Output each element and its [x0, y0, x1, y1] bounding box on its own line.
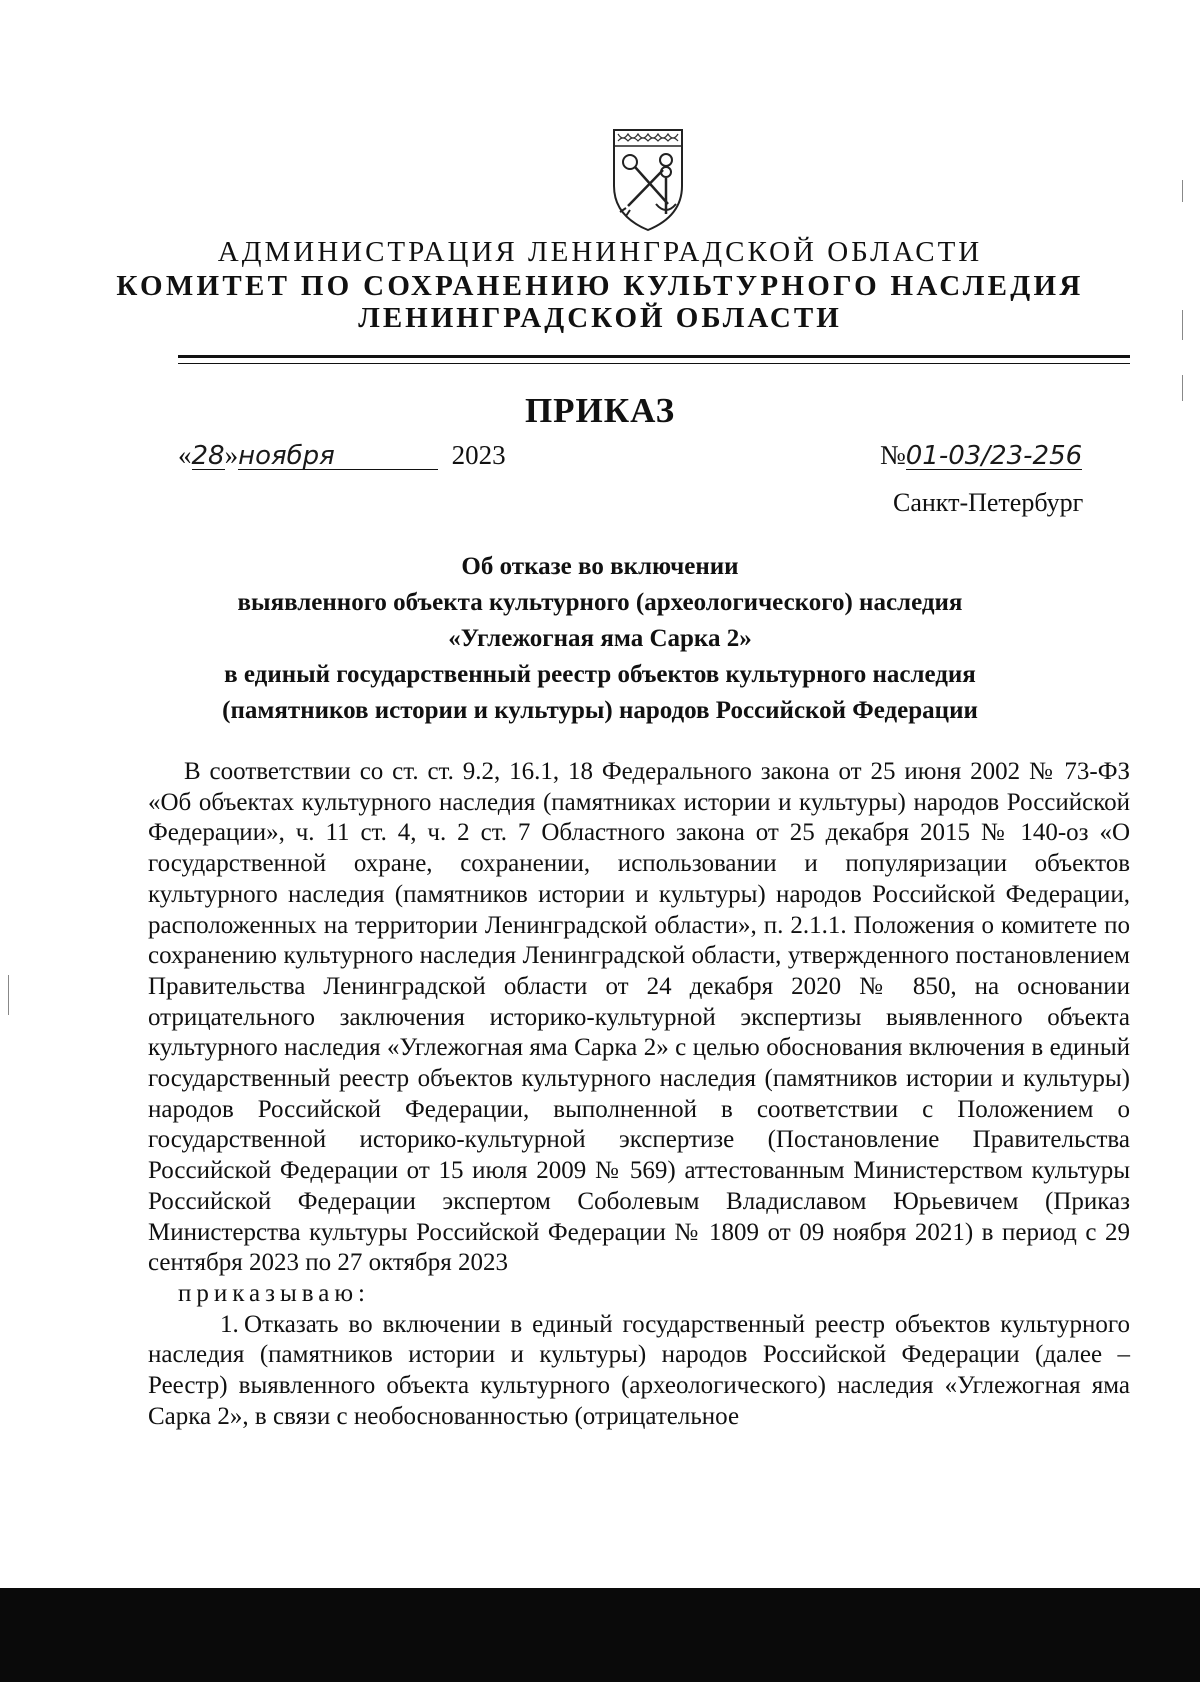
number-value: 01-03/23-256 [905, 441, 1083, 471]
item-text: Отказать во включении в единый государственный реестр объектов культурного наследия (памятников истории и культуры) народов Российской Федерации (далее – Реестр) выявленного объекта культурного (археологического) наследия «Углежогная яма Сарка 2», в связи с необоснованностью (отрицательное [148, 1310, 1130, 1430]
date-close-quote: » [224, 440, 239, 470]
date-month: ноября [238, 443, 438, 470]
title-line: (памятников истории и культуры) народов Российской Федерации [222, 697, 978, 724]
title-line: выявленного объекта культурного (археологического) наследия [237, 589, 963, 616]
number-sign: № [880, 440, 906, 470]
scan-artifact [1182, 375, 1183, 401]
coat-of-arms-icon [608, 124, 688, 234]
document-title [0, 549, 1200, 729]
title-line: «Углежогная яма Сарка 2» [448, 625, 752, 652]
date-day: 28 [191, 441, 225, 471]
org-line-1: АДМИНИСТРАЦИЯ ЛЕНИНГРАДСКОЙ ОБЛАСТИ [217, 236, 983, 268]
scan-bottom-edge [0, 1588, 1200, 1682]
org-line-2: КОМИТЕТ ПО СОХРАНЕНИЮ КУЛЬТУРНОГО НАСЛЕДИЯ [116, 270, 1084, 302]
preamble-paragraph: В соответствии со ст. ст. 9.2, 16.1, 18 Федерального закона от 25 июня 2002 № 73-ФЗ «Об объектах культурного наследия (памятниках истории и культуры) народов Российской Федерации», ч. 11 ст. 4, ч. 2 ст. 7 Областного закона от 25 декабря 2015 № 140-оз «О государственной охране, сохранении, использовании и популяризации объектов культурного наследия (памятников истории и культуры) народов Российской Федерации, расположенных на территории Ленинградской области», п. 2.1.1. Положения о комитете по сохранению культурного наследия Ленинградской области, утвержденного постановлением Правительства Ленинградской области от 24 декабря 2020 № 850, на основании отрицательного заключения историко-культурной экспертизы выявленного объекта культурного наследия «Углежогная яма Сарка 2» с целью обоснования включения в единый государственный реестр объектов культурного наследия (памятников истории и культуры) народов Российской Федерации, выполненной в соответствии с Положением о государственной историко-культурной экспертизе (Постановление Правительства Российской Федерации от 15 июля 2009 № 569) аттестованным Министерством культуры Российской Федерации экспертом Соболевым Владиславом Юрьевичем (Приказ Министерства культуры Российской Федерации № 1809 от 09 ноября 2021) в период с 29 сентября 2023 по 27 октября 2023 [148, 758, 1130, 1277]
order-word: приказываю: [178, 1279, 370, 1307]
item-number: 1. [220, 1310, 239, 1338]
scan-artifact [1182, 310, 1183, 340]
document-number [880, 440, 1082, 471]
document-city: Санкт-Петербург [893, 488, 1084, 517]
scan-artifact [1182, 180, 1183, 202]
document-type: ПРИКАЗ [524, 391, 676, 430]
order-item-1 [148, 1310, 1130, 1433]
document-body [148, 757, 1130, 1432]
title-line: Об отказе во включении [461, 553, 739, 580]
header-rule-thick [178, 355, 1130, 358]
date-year: 2023 [451, 440, 506, 470]
scan-artifact [8, 975, 9, 1015]
document-date [178, 440, 506, 471]
date-open-quote: « [178, 440, 192, 470]
org-line-3: ЛЕНИНГРАДСКОЙ ОБЛАСТИ [358, 302, 842, 334]
title-line: в единый государственный реестр объектов культурного наследия [224, 661, 976, 688]
header-rule-thin [178, 363, 1130, 364]
